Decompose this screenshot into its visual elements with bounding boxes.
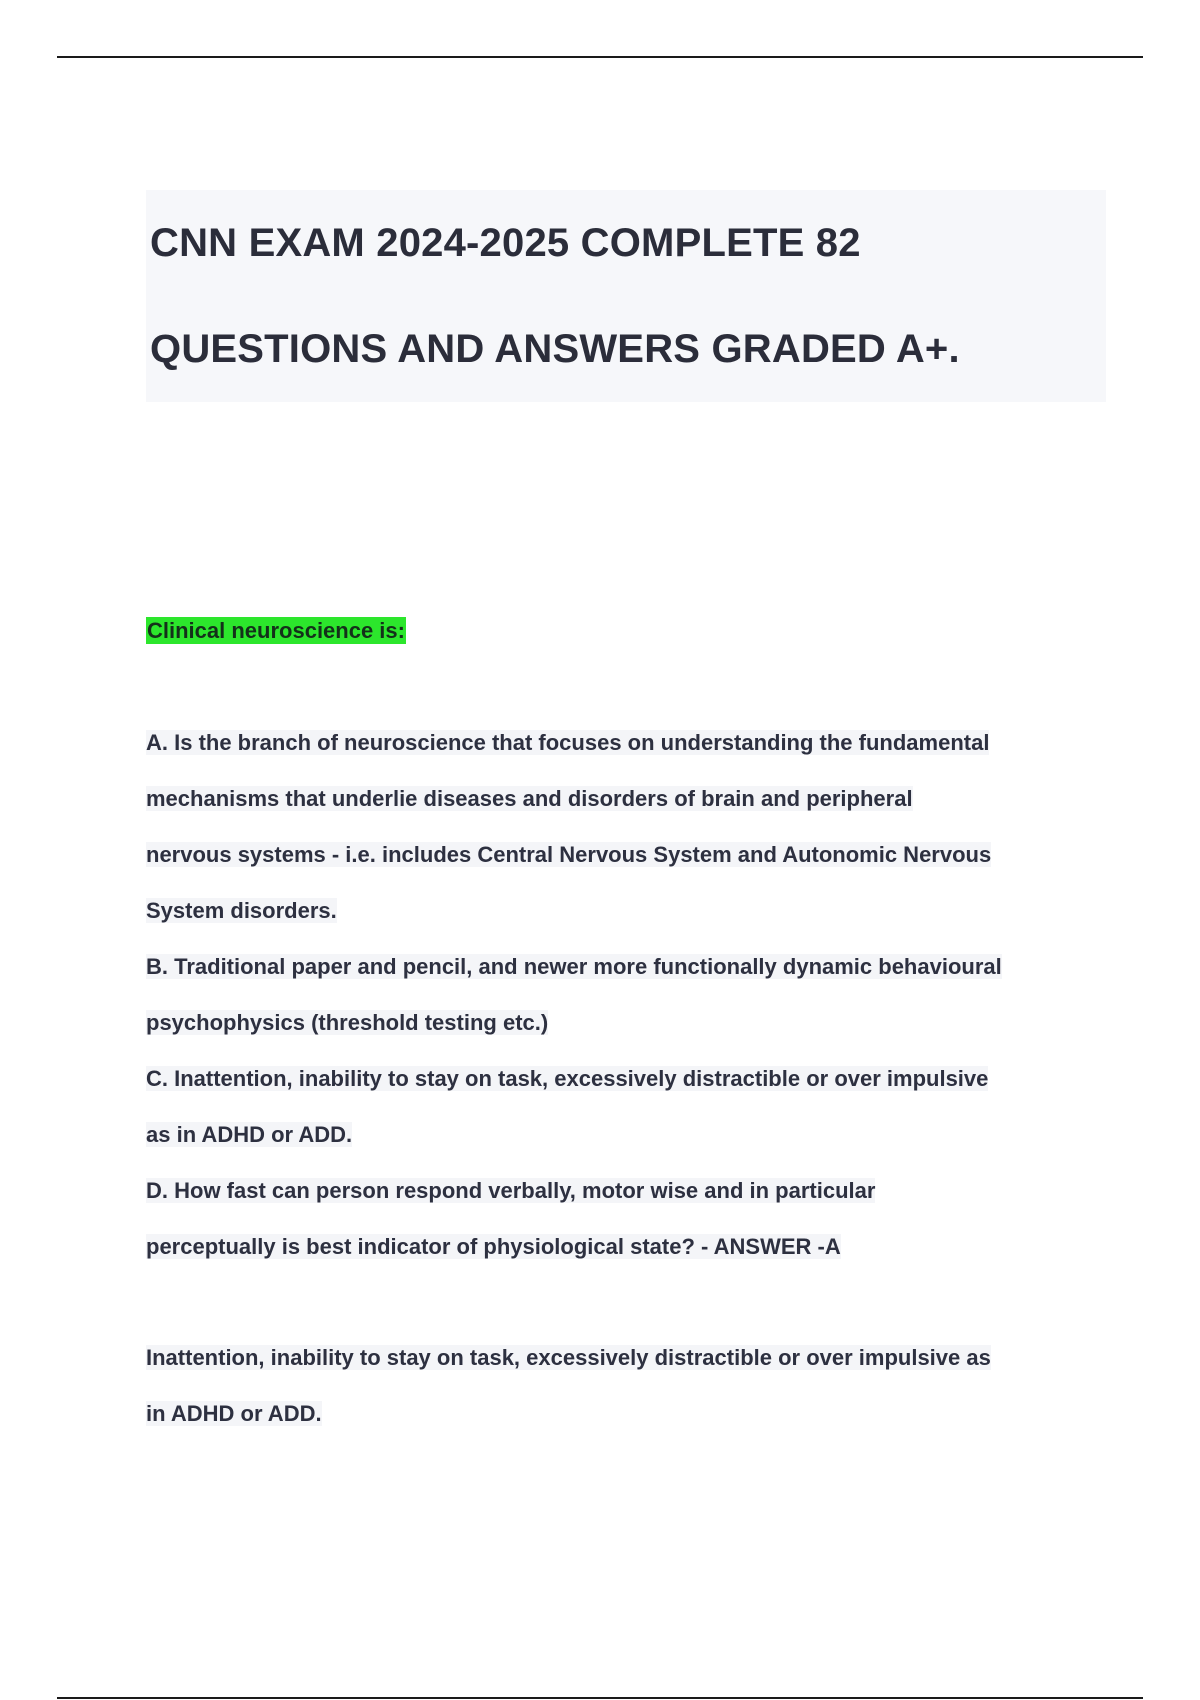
explanation-line: in ADHD or ADD. <box>146 1401 322 1426</box>
top-rule <box>57 56 1143 58</box>
option-line: B. Traditional paper and pencil, and newer more functionally dynamic behavioural <box>146 954 1002 979</box>
option-line: System disorders. <box>146 898 337 923</box>
option-line: as in ADHD or ADD. <box>146 1122 353 1147</box>
question-heading <box>146 617 406 645</box>
option-line: psychophysics (threshold testing etc.) <box>146 1010 549 1035</box>
title-line-1: CNN EXAM 2024-2025 COMPLETE 82 <box>150 221 861 265</box>
bottom-rule <box>57 1697 1143 1699</box>
explanation-line: Inattention, inability to stay on task, excessively distractible or over impulsive as <box>146 1345 991 1370</box>
title-line-2: QUESTIONS AND ANSWERS GRADED A+. <box>150 327 960 371</box>
document-title <box>146 190 1106 402</box>
option-line: C. Inattention, inability to stay on task, excessively distractible or over impulsive <box>146 1066 989 1091</box>
option-line: A. Is the branch of neuroscience that focuses on understanding the fundamental <box>146 730 990 755</box>
option-line: mechanisms that underlie diseases and disorders of brain and peripheral <box>146 786 913 811</box>
question-text: Clinical neuroscience is: <box>147 618 405 643</box>
answer-explanation <box>146 1330 1106 1442</box>
answer-options <box>146 715 1106 1275</box>
option-line: nervous systems - i.e. includes Central Nervous System and Autonomic Nervous <box>146 842 992 867</box>
option-line: D. How fast can person respond verbally, motor wise and in particular <box>146 1178 876 1203</box>
option-line: perceptually is best indicator of physiological state? - ANSWER -A <box>146 1234 841 1259</box>
